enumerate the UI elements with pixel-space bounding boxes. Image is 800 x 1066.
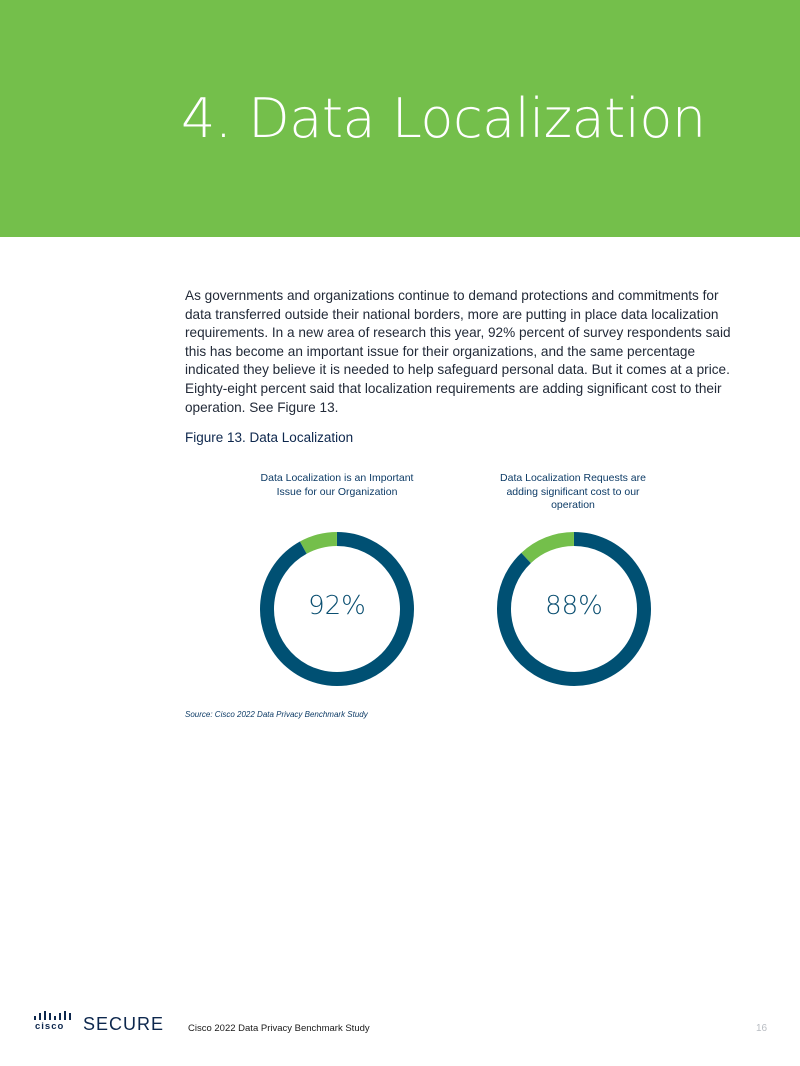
figure-title: Figure 13. Data Localization <box>185 430 354 445</box>
donut-1-center-label: 92% <box>308 591 366 621</box>
cisco-wordmark: cisco <box>35 1021 65 1032</box>
donut-2-remainder-arc <box>526 539 574 558</box>
secure-wordmark: SECURE <box>83 1014 165 1034</box>
chart-2-title: Data Localization Requests are adding significant cost to our operation <box>500 472 646 511</box>
footer-document-title: Cisco 2022 Data Privacy Benchmark Study <box>188 1023 370 1034</box>
donut-2-center-label: 88% <box>545 591 603 621</box>
cisco-bars-icon <box>33 1011 73 1021</box>
donut-1-remainder-arc <box>303 539 337 548</box>
intro-paragraph: As governments and organizations continue to demand protections and commitments for data transferred outside their national borders, more are putting in place data localization requirements. In a new area of research this year, 92% percent of survey respondents said this has become an important issue for their organizations, and the same percentage indicated they believe it is needed to help safeguard personal data. But it comes at a price. Eighty-eight percent said that localization requirements are adding significant cost to their operation. See Figure 13. <box>185 288 731 415</box>
page-title: 4. Data Localization <box>181 87 706 150</box>
chart-1-title: Data Localization is an Important Issue for our Organization <box>260 472 414 498</box>
figure-source: Source: Cisco 2022 Data Privacy Benchmark Study <box>185 710 368 719</box>
page-number: 16 <box>756 1023 768 1034</box>
donut-chart-2 <box>494 529 654 689</box>
title-banner <box>0 0 800 237</box>
donut-chart-1 <box>257 529 417 689</box>
